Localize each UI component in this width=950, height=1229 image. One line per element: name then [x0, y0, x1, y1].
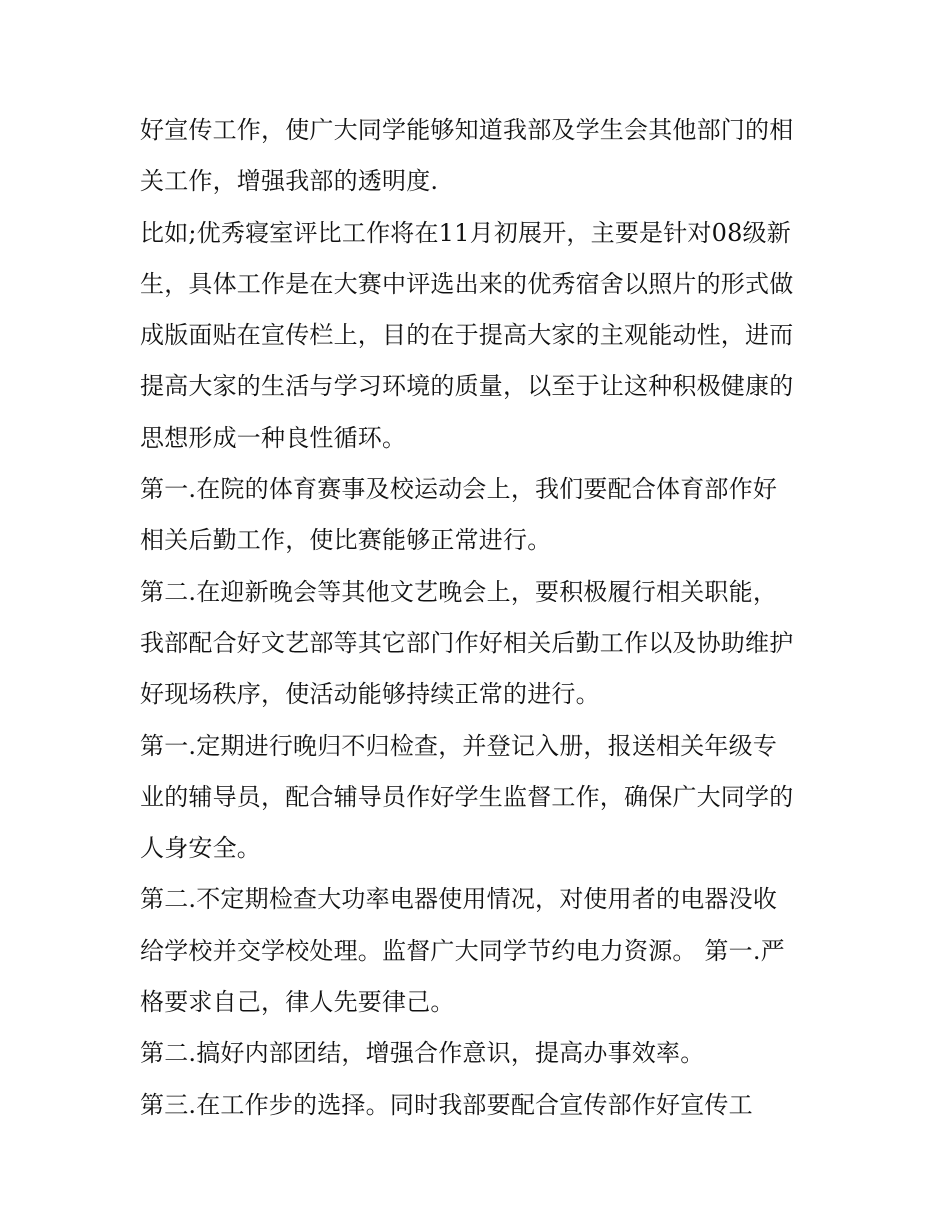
text-line: 相关后勤工作，使比赛能够正常进行。 — [140, 526, 552, 555]
text-line: 第二.搞好内部团结，增强合作意识，提高办事效率。 — [140, 1039, 705, 1068]
document-body — [140, 105, 820, 1131]
text-line: 第一.定期进行晚归不归检查，并登记入册，报送相关年级专 — [140, 731, 778, 760]
text-line: 业的辅导员，配合辅导员作好学生监督工作，确保广大同学的 — [140, 782, 794, 811]
text-line: 格要求自己，律人先要律己。 — [140, 988, 455, 1017]
text-line: 生，具体工作是在大赛中评选出来的优秀宿舍以照片的形式做 — [140, 269, 794, 298]
text-line: 第二.不定期检查大功率电器使用情况，对使用者的电器没收 — [140, 885, 778, 914]
text-line: 第二.在迎新晚会等其他文艺晚会上，要积极履行相关职能， — [140, 577, 778, 606]
text-line: 我部配合好文艺部等其它部门作好相关后勤工作以及协助维护 — [140, 628, 794, 657]
text-line: 第一.在院的体育赛事及校运动会上，我们要配合体育部作好 — [140, 475, 778, 504]
text-line: 好现场秩序，使活动能够持续正常的进行。 — [140, 680, 600, 709]
text-line: 给学校并交学校处理。监督广大同学节约电力资源。 第一.严 — [140, 936, 785, 965]
text-line: 提高大家的生活与学习环境的质量，以至于让这种积极健康的 — [140, 372, 794, 401]
text-line: 成版面贴在宣传栏上，目的在于提高大家的主观能动性，进而 — [140, 321, 794, 350]
text-line: 关工作，增强我部的透明度. — [140, 167, 439, 196]
text-line: 人身安全。 — [140, 834, 261, 863]
text-line: 第三.在工作步的选择。同时我部要配合宣传部作好宣传工 — [140, 1090, 753, 1119]
text-line: 比如;优秀寝室评比工作将在11月初展开，主要是针对08级新 — [140, 218, 791, 247]
text-line: 思想形成一种良性循环。 — [140, 423, 407, 452]
text-line: 好宣传工作，使广大同学能够知道我部及学生会其他部门的相 — [140, 116, 794, 144]
